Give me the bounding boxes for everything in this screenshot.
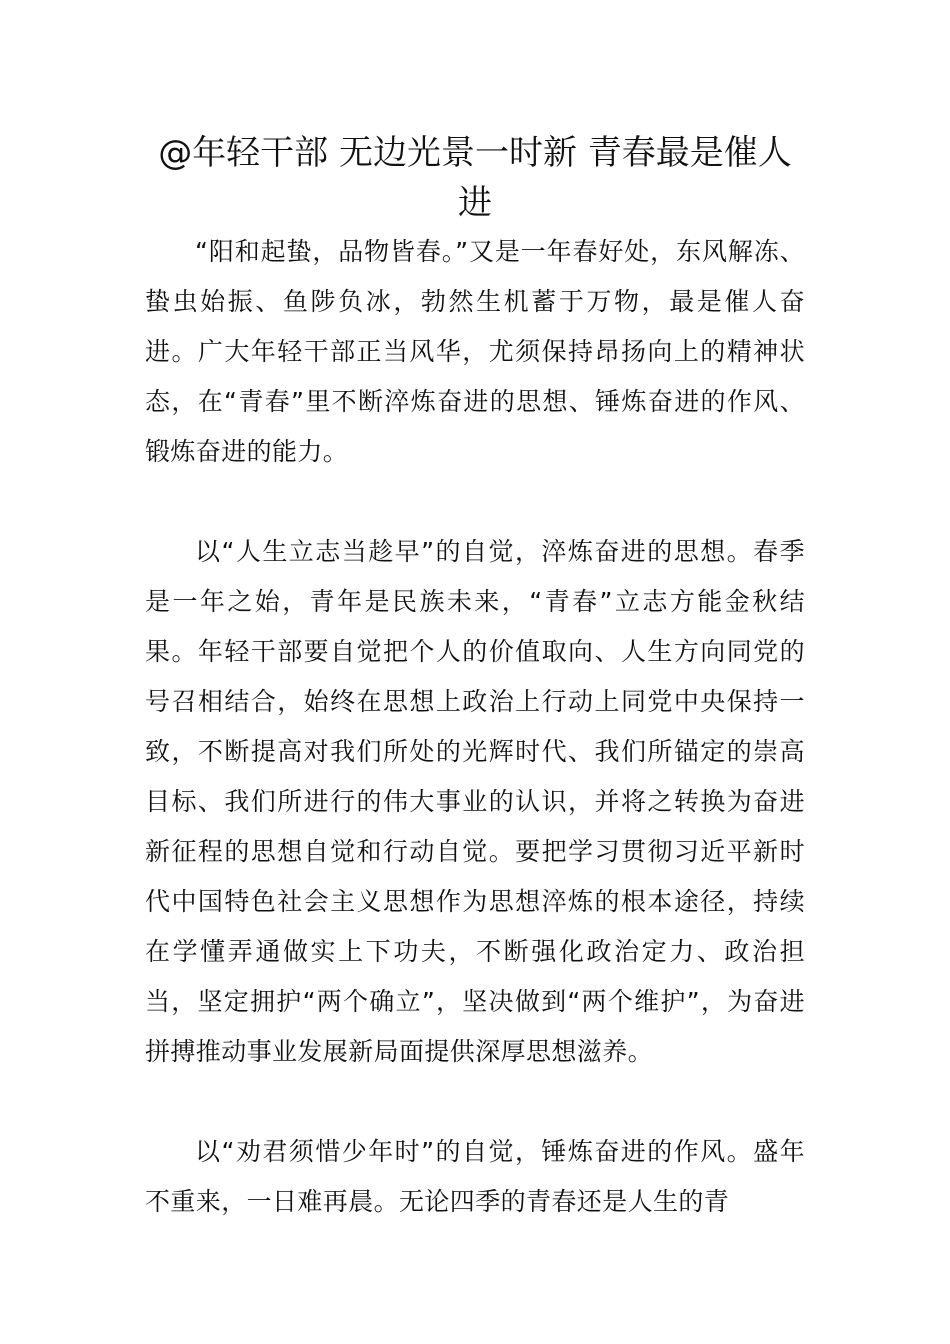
document-body <box>145 227 805 1227</box>
paragraph-thought: 以“人生立志当趁早”的自觉，淬炼奋进的思想。春季是一年之始，青年是民族未来，“青春”立志方能金秋结果。年轻干部要自觉把个人的价值取向、人生方向同党的号召相结合，始终在思想上政治上行动上同党中央保持一致，不断提高对我们所处的光辉时代、我们所锚定的崇高目标、我们所进行的伟大事业的认识，并将之转换为奋进新征程的思想自觉和行动自觉。要把学习贯彻习近平新时代中国特色社会主义思想作为思想淬炼的根本途径，持续在学懂弄通做实上下功夫，不断强化政治定力、政治担当，坚定拥护“两个确立”，坚决做到“两个维护”，为奋进拼搏推动事业发展新局面提供深厚思想滋养。 <box>145 537 805 1066</box>
paragraph-style: 以“劝君须惜少年时”的自觉，锤炼奋进的作风。盛年不重来，一日难再晨。无论四季的青春还是人生的青 <box>145 1137 805 1216</box>
document-title: @年轻干部 无边光景一时新 青春最是催人进 <box>158 133 792 223</box>
paragraph-intro: “阳和起蛰，品物皆春。”又是一年春好处，东风解冻、蛰虫始振、鱼陟负冰，勃然生机蓄于万物，最是催人奋进。广大年轻干部正当风华，尤须保持昂扬向上的精神状态，在“青春”里不断淬炼奋进的思想、锤炼奋进的作风、锻炼奋进的能力。 <box>145 237 805 466</box>
